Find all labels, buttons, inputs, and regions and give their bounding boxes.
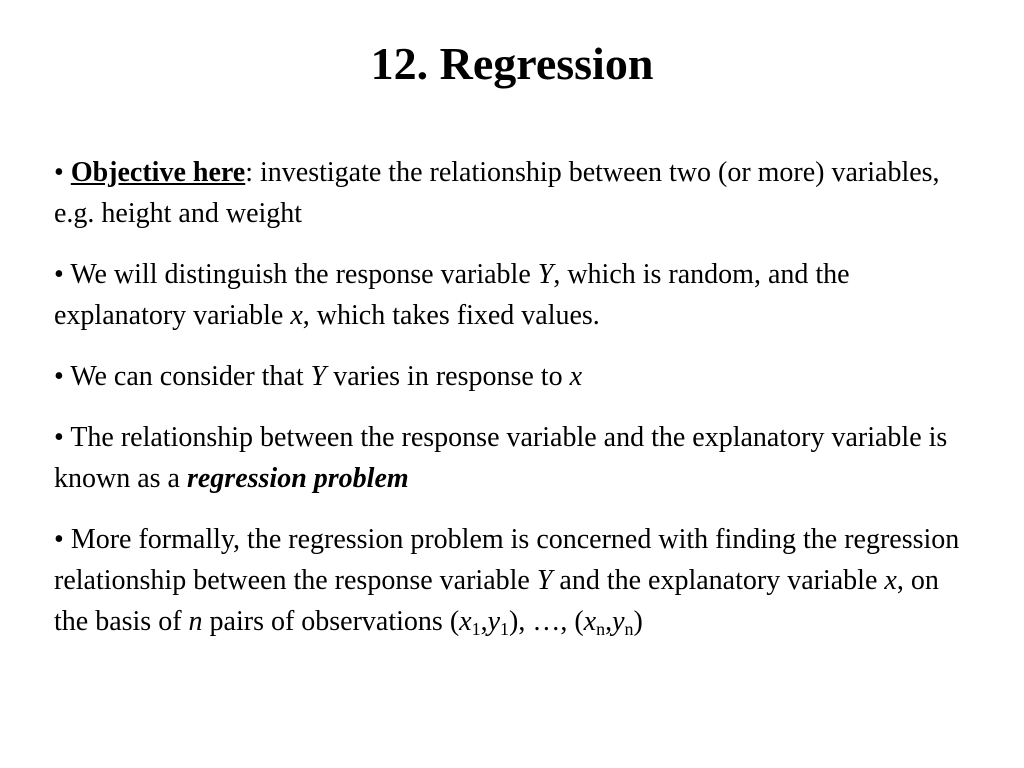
slide-title: 12. Regression [370, 38, 654, 89]
bullet-text: , which is random, and the explanatory variable [54, 259, 850, 331]
bullet-text: varies in response to [326, 361, 570, 392]
variable-y: Y [310, 361, 327, 392]
bullet-variables [54, 254, 974, 336]
bullet-text: , which takes fixed values. [302, 300, 600, 331]
bullet-text: , on the basis of [54, 565, 939, 637]
bullet-marker: • [54, 361, 64, 392]
variable-x: x [290, 300, 303, 331]
bullet-regression-problem [54, 417, 974, 499]
regression-problem-term: regression problem [186, 463, 409, 494]
variable-x: x [884, 565, 897, 596]
bullet-response [54, 356, 974, 397]
obs-ellipsis: ), …, ( [509, 606, 584, 637]
obs-last-x-subscript: n [596, 619, 606, 639]
bullet-text: pairs of observations ( [202, 606, 460, 637]
bullet-marker: • [54, 422, 64, 453]
obs-first-x: x [459, 606, 472, 637]
variable-n: n [188, 606, 203, 637]
variable-y: Y [536, 565, 553, 596]
slide-body [54, 152, 974, 662]
obs-close: ) [633, 606, 643, 637]
bullet-text: We will distinguish the response variable [70, 259, 538, 290]
bullet-objective [54, 152, 974, 234]
bullet-marker: • [54, 259, 64, 290]
obs-last-y: y [612, 606, 625, 637]
obs-first-x-subscript: 1 [471, 619, 481, 639]
bullet-text: We can consider that [70, 361, 311, 392]
variable-x: x [569, 361, 583, 392]
bullet-marker: • [54, 157, 64, 188]
obs-first-y-subscript: 1 [500, 619, 510, 639]
obs-separator: , [480, 606, 488, 637]
obs-last-x: x [583, 606, 597, 637]
bullet-text: More formally, the regression problem is concerned with finding the regression relationship between the response variable [54, 524, 960, 596]
bullet-text: The relationship between the response variable and the explanatory variable is known as a [54, 422, 948, 494]
bullet-text: and the explanatory variable [552, 565, 885, 596]
obs-last-y-subscript: n [624, 619, 634, 639]
bullet-marker: • [54, 524, 64, 555]
bullet-formal-definition [54, 519, 974, 642]
obs-separator: , [605, 606, 613, 637]
obs-first-y: y [487, 606, 501, 637]
objective-text: : investigate the relationship between two (or more) variables, e.g. height and weight [54, 157, 940, 229]
variable-y: Y [537, 259, 554, 290]
objective-label: Objective here [70, 157, 246, 188]
